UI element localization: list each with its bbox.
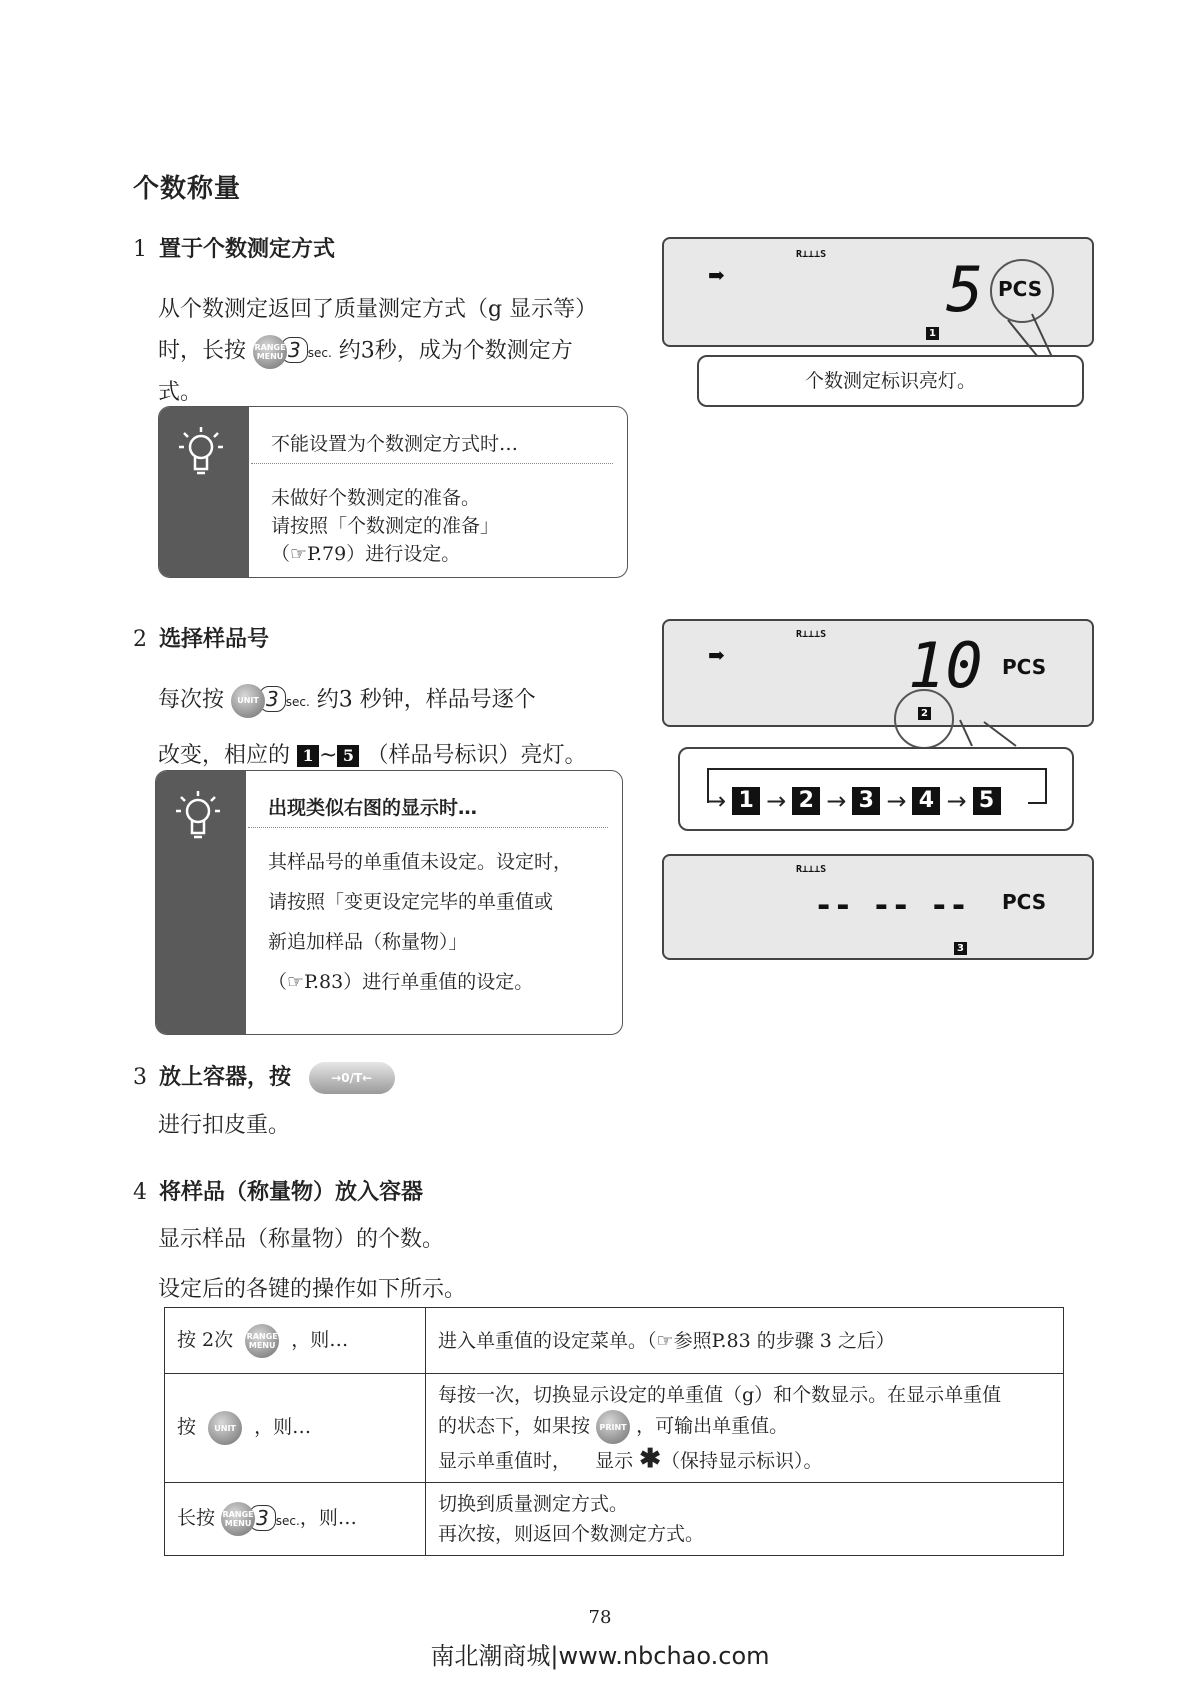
tip-box-1 (158, 406, 628, 578)
text: 约3 秒钟，样品号逐个 (316, 687, 536, 713)
step-number: 4 (133, 1180, 147, 1205)
unit-button[interactable] (231, 684, 265, 718)
sample-mark-2: 2 (792, 787, 820, 815)
tip-line: 请按照「变更设定完毕的单重值或 (268, 891, 554, 913)
range-indicator: R⊥⊥⊥S (796, 629, 827, 640)
menu-button-face: RANGE MENU (245, 1324, 279, 1358)
callout-pointer (940, 718, 1020, 748)
sample-number-mark: 1 (926, 327, 939, 340)
range-indicator: R⊥⊥⊥S (796, 249, 827, 260)
lcd-display-3 (662, 854, 1094, 960)
text: ，则… (299, 1507, 357, 1529)
unit-button-face: UNIT (231, 684, 265, 718)
step-number: 2 (133, 627, 147, 652)
arrow-icon: → (826, 787, 847, 815)
table-row (165, 1483, 1064, 1556)
menu-button-face: RANGE MENU (221, 1502, 255, 1536)
text: ~ (319, 743, 338, 768)
step-1-line-2 (158, 330, 658, 373)
sample-cycle-box (678, 747, 1074, 831)
sample-mark-1-icon: 1 (297, 745, 319, 767)
count-value: 5 (946, 253, 984, 326)
menu-button[interactable] (253, 335, 287, 369)
sample-mark-1: 1 (732, 787, 760, 815)
tip-line: 未做好个数测定的准备。 (271, 487, 481, 509)
step-number: 1 (133, 237, 147, 262)
tip-divider (251, 463, 613, 464)
text: ，则… (254, 1416, 312, 1438)
table-cell (165, 1374, 426, 1483)
print-button[interactable] (596, 1410, 630, 1444)
step-label: 放上容器，按 (159, 1065, 292, 1090)
text: 每按一次，切换显示设定的单重值（g）和个数显示。在显示单重值 (438, 1384, 1002, 1406)
tip-line: 其样品号的单重值未设定。设定时， (268, 851, 573, 873)
sample-mark-5-icon: 5 (337, 745, 359, 767)
pcs-indicator: PCS (998, 277, 1043, 301)
table-cell (165, 1308, 426, 1374)
key-operations-table (164, 1307, 1064, 1556)
table-cell (426, 1374, 1064, 1483)
tip-line: （☞P.83）进行单重值的设定。 (268, 971, 534, 993)
lightbulb-icon (176, 789, 220, 855)
pcs-indicator: PCS (1002, 890, 1047, 914)
lightbulb-icon (179, 425, 223, 491)
step-4-heading (133, 1175, 423, 1206)
arrow-icon: → (706, 787, 727, 815)
text: 长按 (177, 1507, 216, 1529)
unit-button[interactable] (208, 1411, 242, 1445)
tip-box-2 (155, 770, 623, 1035)
tip-line: （☞P.79）进行设定。 (271, 543, 461, 565)
step-1-line-1: 从个数测定返回了质量测定方式（g 显示等） (158, 297, 598, 322)
range-indicator: R⊥⊥⊥S (796, 864, 827, 875)
text: 参照P.83 的步骤 3 之后） (673, 1329, 895, 1352)
step-2-body (158, 672, 658, 783)
step-3-heading (133, 1060, 395, 1094)
text: 改变，相应的 (158, 743, 291, 768)
text: 按 (177, 1416, 197, 1438)
hold-3sec-icon: 3 sec. (281, 330, 332, 373)
reference-hand-icon: ☞ (287, 971, 305, 993)
step-4-line-2: 设定后的各键的操作如下所示。 (158, 1277, 467, 1302)
lcd-display-2 (662, 619, 1094, 727)
reference-hand-icon: ☞ (290, 543, 308, 565)
hold-3sec-icon: 3 sec. (249, 1503, 300, 1536)
arrow-icon: → (886, 787, 907, 815)
step-label: 置于个数测定方式 (159, 237, 336, 262)
table-cell (426, 1483, 1064, 1556)
text: 进入单重值的设定菜单。（ (438, 1329, 657, 1352)
text: 再次按，则返回个数测定方式。 (438, 1523, 705, 1545)
step-number: 3 (133, 1065, 147, 1090)
unit-button-face: UNIT (208, 1411, 242, 1445)
text-line: 显示单重值时， 显示 ✱（保持显示标识）。 (438, 1444, 823, 1474)
table-row (165, 1308, 1064, 1374)
sample-mark-3: 3 (852, 787, 880, 815)
table-row (165, 1374, 1064, 1483)
step-1-body (158, 290, 658, 413)
text: （样品号标识）亮灯。 (366, 743, 587, 768)
tip-heading: 出现类似右图的显示时… (268, 797, 478, 819)
reference-hand-icon: ☞ (656, 1329, 674, 1352)
step-4-line-1: 显示样品（称量物）的个数。 (158, 1227, 445, 1252)
print-button-face: PRINT (596, 1410, 630, 1444)
step-1-heading (133, 232, 335, 263)
text: 时，长按 (158, 338, 247, 364)
text: 按 2次 (177, 1328, 234, 1351)
text: 约3秒，成为个数测定方 (338, 338, 573, 364)
sample-mark-5: 5 (973, 787, 1001, 815)
menu-button[interactable] (245, 1324, 279, 1358)
tip-divider (248, 827, 608, 828)
tare-button[interactable]: →0/T← (309, 1062, 395, 1094)
hold-star-icon: ✱ (639, 1444, 662, 1474)
text: 每次按 (158, 687, 225, 713)
text: ，则… (291, 1328, 349, 1351)
sample-number-mark: 2 (918, 707, 931, 720)
page-number: 78 (588, 1607, 612, 1628)
step-1-line-3: 式。 (158, 380, 203, 405)
arrow-icon: → (766, 787, 787, 815)
hold-3sec-icon: 3 sec. (259, 672, 310, 729)
cycle-sequence (706, 787, 1001, 815)
footer-watermark: 南北潮商城|www.nbchao.com (430, 1642, 770, 1670)
step-2-line-1 (158, 672, 658, 729)
table-cell (426, 1308, 1064, 1374)
text-line: 的状态下，如果按 PRINT ，可输出单重值。 (438, 1410, 1051, 1444)
tip-line: 新追加样品（称量物）」 (268, 931, 468, 953)
sample-number-mark: 3 (954, 942, 967, 955)
pcs-indicator: PCS (1002, 655, 1047, 679)
stable-arrow-icon: ➡ (708, 643, 725, 667)
step-label: 选择样品号 (159, 627, 270, 652)
menu-button-face: RANGE MENU (253, 335, 287, 369)
step-label: 将样品（称量物）放入容器 (159, 1180, 424, 1205)
count-value: 10 (908, 629, 983, 702)
stable-arrow-icon: ➡ (708, 263, 725, 287)
table-cell (165, 1483, 426, 1556)
step-2-heading (133, 622, 269, 653)
text: 切换到质量测定方式。 (438, 1493, 629, 1515)
page-title: 个数称量 (133, 174, 242, 204)
tip-line: 请按照「个数测定的准备」 (271, 515, 500, 537)
callout-box-1: 个数测定标识亮灯。 (697, 355, 1084, 407)
unset-value-dashes: -- -- -- (814, 886, 969, 924)
sample-mark-4: 4 (912, 787, 940, 815)
menu-button[interactable] (221, 1502, 255, 1536)
tip-heading: 不能设置为个数测定方式时… (271, 433, 519, 455)
arrow-icon: → (946, 787, 967, 815)
step-3-body: 进行扣皮重。 (158, 1113, 291, 1138)
callout-pointer (1000, 300, 1060, 360)
